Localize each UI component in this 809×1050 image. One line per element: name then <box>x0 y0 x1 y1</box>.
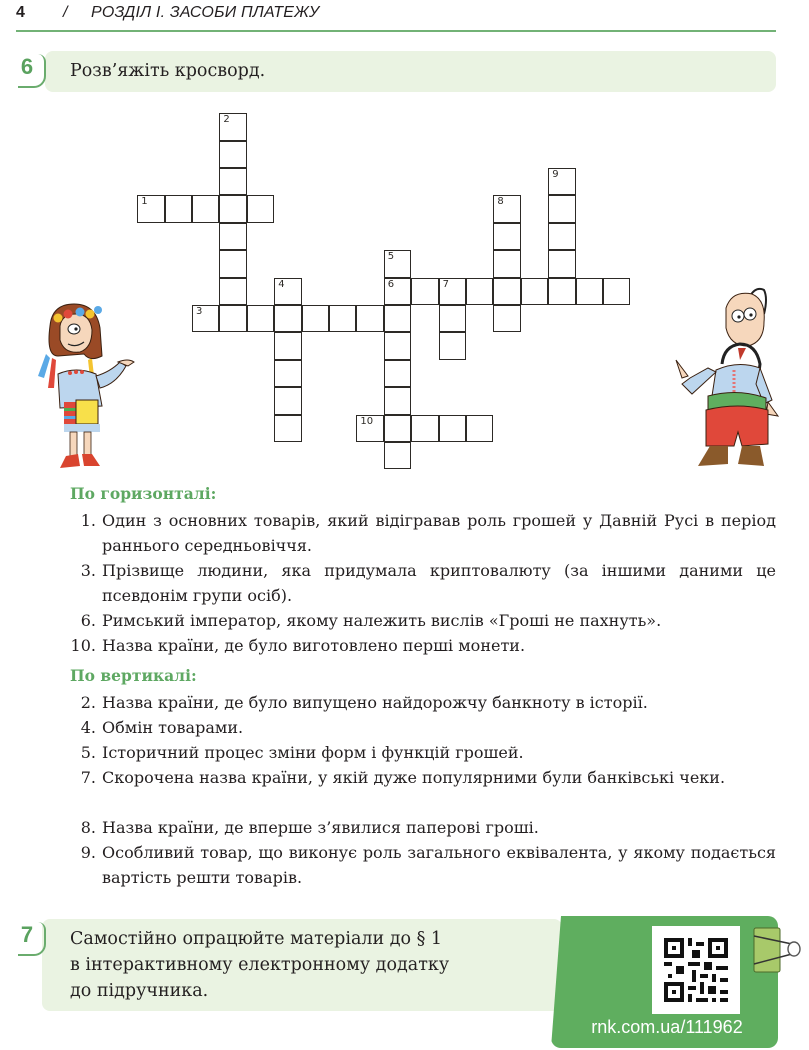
crossword-cell[interactable] <box>493 223 520 250</box>
clue-number-label: 1 <box>141 196 148 208</box>
crossword-cell[interactable] <box>521 278 548 305</box>
clue-item <box>80 508 776 558</box>
crossword-cell[interactable] <box>219 141 246 168</box>
section-title: РОЗДІЛ І. ЗАСОБИ ПЛАТЕЖУ <box>91 4 320 21</box>
clue-text: Назва країни, де було виготовлено перші монети. <box>102 636 526 655</box>
crossword-cell[interactable] <box>411 278 438 305</box>
clue-number: 3. <box>80 561 96 580</box>
crossword-cell[interactable] <box>219 113 246 140</box>
crossword-cell[interactable] <box>576 278 603 305</box>
crossword-cell[interactable] <box>219 195 246 222</box>
crossword-cell[interactable] <box>274 278 301 305</box>
crossword-cell[interactable] <box>384 250 411 277</box>
clue-number: 4. <box>80 718 96 737</box>
clue-text: Скорочена назва країни, у якій дуже популярними були банківські чеки. <box>102 768 726 787</box>
clue-number-label: 3 <box>196 306 203 317</box>
clue-number-label: 2 <box>223 114 230 126</box>
crossword-cell[interactable] <box>384 332 411 359</box>
crossword-cell[interactable] <box>274 305 301 332</box>
clue-number-label: 9 <box>552 169 559 180</box>
clue-text: Один з основних товарів, який відігравав роль грошей у Давній Русі в період раннього середньовіччя. <box>102 511 776 555</box>
crossword-cell[interactable] <box>493 278 520 305</box>
page-number: 4 <box>16 4 25 21</box>
crossword-cell[interactable] <box>274 332 301 359</box>
clue-text: Римський імператор, якому належить вислів «Гроші не пахнуть». <box>102 611 662 630</box>
task-7-line-3: до підручника. <box>70 981 209 1001</box>
crossword-cell[interactable] <box>192 305 219 332</box>
crossword-cell[interactable] <box>548 168 575 195</box>
clue-number: 5. <box>80 743 96 762</box>
clue-item <box>80 608 776 633</box>
clue-number: 7. <box>80 768 96 787</box>
clue-text: Назва країни, де вперше з’явилися паперові гроші. <box>102 818 539 837</box>
crossword-cell[interactable] <box>219 250 246 277</box>
clue-number-label: 4 <box>278 278 285 290</box>
clue-number: 8. <box>80 818 96 837</box>
crossword-cell[interactable] <box>384 305 411 332</box>
clue-number-label: 6 <box>387 278 395 290</box>
crossword-cell[interactable] <box>384 415 411 442</box>
crossword-cell[interactable] <box>384 360 411 387</box>
clue-item <box>70 633 776 658</box>
clue-item <box>80 840 776 890</box>
task-6-instruction: Розв’яжіть кросворд. <box>70 61 266 81</box>
crossword-cell[interactable] <box>548 223 575 250</box>
clue-item <box>80 690 776 715</box>
crossword-cell[interactable] <box>329 305 356 332</box>
crossword-cell[interactable] <box>137 195 164 222</box>
crossword-cell[interactable] <box>356 305 383 332</box>
crossword-cell[interactable] <box>247 195 274 222</box>
clue-number-label: 5 <box>387 251 395 263</box>
task-7-line-2: в інтерактивному електронному додатку <box>70 955 450 975</box>
crossword-cell[interactable] <box>302 305 329 332</box>
crossword-cell[interactable] <box>247 305 274 332</box>
crossword-cell[interactable] <box>384 278 411 305</box>
crossword-cell[interactable] <box>165 195 192 222</box>
crossword-cell[interactable] <box>493 305 520 332</box>
crossword-cell[interactable] <box>219 223 246 250</box>
clue-text: Історичний процес зміни форм і функцій грошей. <box>102 743 524 762</box>
clue-text: Назва країни, де було випущено найдорожчу банкноту в історії. <box>102 693 648 712</box>
crossword-cell[interactable] <box>274 360 301 387</box>
task-7-number: 7 <box>20 922 34 947</box>
across-section-title: По горизонталі: <box>70 484 217 503</box>
binder-clip-icon <box>752 926 802 974</box>
clue-number-label: 8 <box>497 196 504 208</box>
qr-code-icon[interactable] <box>652 926 740 1014</box>
crossword-cell[interactable] <box>548 250 575 277</box>
crossword-cell[interactable] <box>219 305 246 332</box>
crossword-cell[interactable] <box>192 195 219 222</box>
crossword-cell[interactable] <box>493 195 520 222</box>
crossword-cell[interactable] <box>439 278 466 305</box>
crossword-cell[interactable] <box>411 415 438 442</box>
clue-number-label: 10 <box>360 415 374 427</box>
crossword-cell[interactable] <box>493 250 520 277</box>
clue-number: 6. <box>80 611 96 630</box>
clue-item <box>80 765 776 790</box>
crossword-cell[interactable] <box>603 278 630 305</box>
header-separator: / <box>63 4 68 21</box>
clue-item <box>80 715 776 740</box>
clue-number: 2. <box>80 693 96 712</box>
crossword-cell[interactable] <box>356 415 383 442</box>
crossword-cell[interactable] <box>548 195 575 222</box>
crossword-cell[interactable] <box>439 332 466 359</box>
crossword-cell[interactable] <box>384 387 411 414</box>
girl-illustration-icon <box>30 296 135 471</box>
clue-item <box>80 740 776 765</box>
qr-url-link[interactable]: rnk.com.ua/111962 <box>591 1017 743 1037</box>
crossword-cell[interactable] <box>439 415 466 442</box>
task-7-line-1: Самостійно опрацюйте матеріали до § 1 <box>70 929 443 949</box>
task-6-number: 6 <box>20 54 34 79</box>
clue-item <box>80 558 776 608</box>
down-section-title: По вертикалі: <box>70 666 197 685</box>
clue-text: Особливий товар, що виконує роль загального еквівалента, у якому подається вартість решти товарів. <box>102 843 776 887</box>
crossword-cell[interactable] <box>219 168 246 195</box>
cossack-illustration-icon <box>668 284 783 472</box>
crossword-cell[interactable] <box>384 442 411 469</box>
clue-item <box>80 815 776 840</box>
clue-text: Обмін товарами. <box>102 718 244 737</box>
crossword-cell[interactable] <box>466 278 493 305</box>
clue-text: Прізвище людини, яка придумала криптовалюту (за іншими даними це псевдонім групи осіб). <box>102 561 776 605</box>
crossword-cell[interactable] <box>466 415 493 442</box>
crossword-cell[interactable] <box>439 305 466 332</box>
crossword-cell[interactable] <box>274 387 301 414</box>
clue-number: 1. <box>80 511 96 530</box>
crossword-cell[interactable] <box>274 415 301 442</box>
clue-number: 10. <box>70 636 96 655</box>
crossword-cell[interactable] <box>219 278 246 305</box>
crossword-cell[interactable] <box>548 278 575 305</box>
clue-number: 9. <box>80 843 96 862</box>
clue-number-label: 7 <box>442 278 449 290</box>
